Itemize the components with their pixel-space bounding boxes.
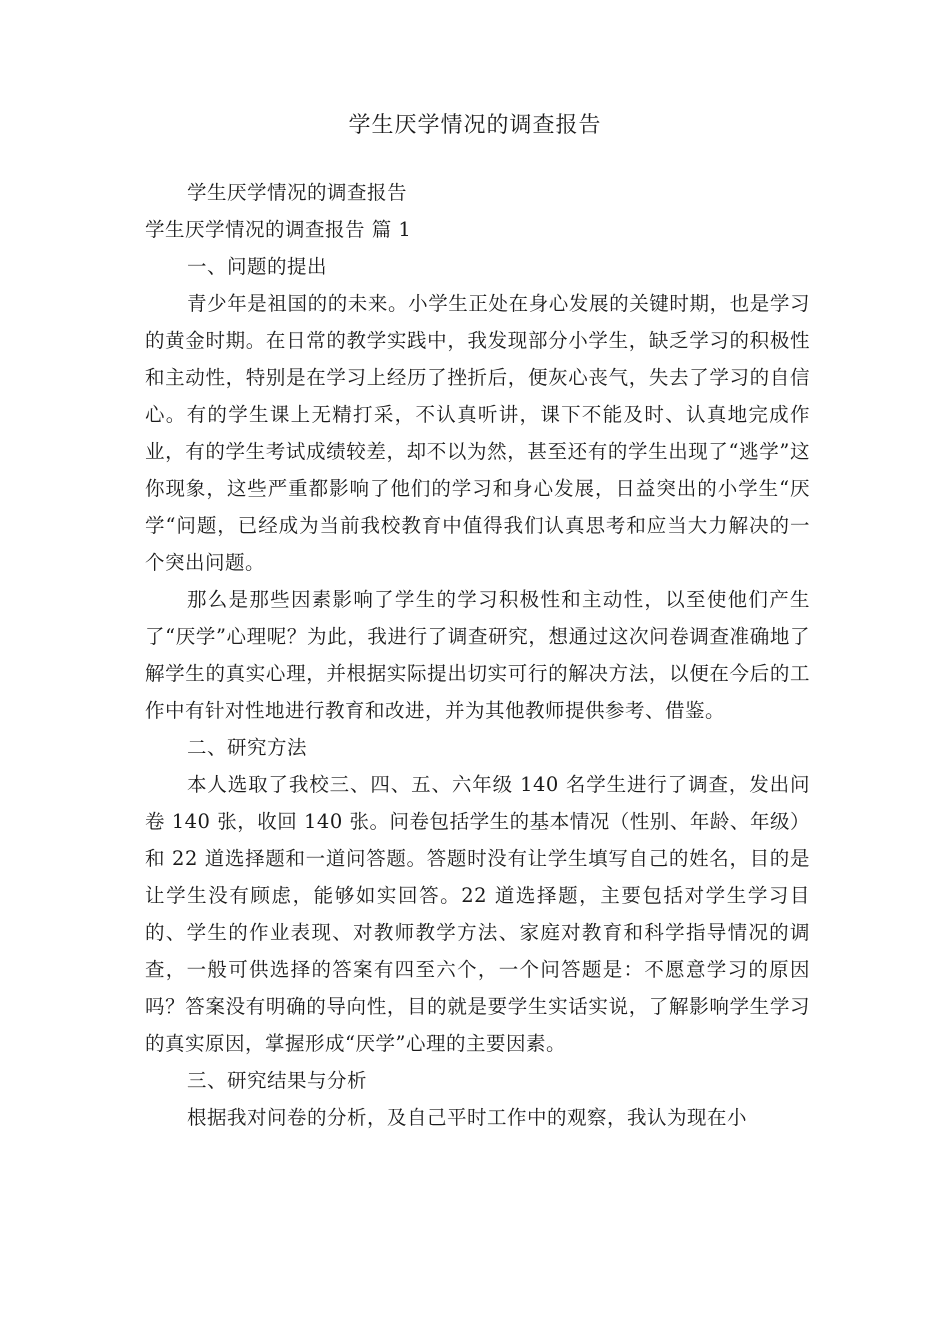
section-heading-piece: 学生厌学情况的调查报告 篇 1 (145, 218, 412, 241)
paragraph-results: 根据我对问卷的分析，及自己平时工作中的观察，我认为现在小 (187, 1106, 748, 1129)
paragraph-purpose: 那么是那些因素影响了学生的学习积极性和主动性，以至使他们产生了“厌学”心理呢？为此，我进行了调查研究，想通过这次问卷调查准确地了解学生的真实心理，并根据实际提出切实可行的解决方法，以便在今后的工作中有针对性地进行教育和改进，并为其他教师提供参考、借鉴。 (145, 588, 810, 722)
paragraph-method: 本人选取了我校三、四、五、六年级 140 名学生进行了调查，发出问卷 140 张，收回 140 张。问卷包括学生的基本情况（性别、年龄、年级）和 22 道选择题和一道问答题。答题时没有让学生填写自己的姓名，目的是让学生没有顾虑，能够如实回答。22 道选择题，主要包括对学生学习目的、学生的作业表现、对教师教学方法、家庭对教育和科学指导情况的调查，一般可供选择的答案有四至六个，一个问答题是：不愿意学习的原因吗？答案没有明确的导向性，目的就是要学生实话实说，了解影响学生学习的真实原因，掌握形成“厌学”心理的主要因素。 (145, 773, 810, 1055)
heading-method: 二、研究方法 (187, 736, 308, 759)
paragraph-intro: 青少年是祖国的的未来。小学生正处在身心发展的关键时期，也是学习的黄金时期。在日常的教学实践中，我发现部分小学生，缺乏学习的积极性和主动性，特别是在学习上经历了挫折后，便灰心丧气，失去了学习的自信心。有的学生课上无精打采，不认真听讲，课下不能及时、认真地完成作业，有的学生考试成绩较差，却不以为然，甚至还有的学生出现了“逃学”这你现象，这些严重都影响了他们的学习和身心发展，日益突出的小学生“厌学“问题，已经成为当前我校教育中值得我们认真思考和应当大力解决的一个突出问题。 (145, 292, 810, 574)
document-body (145, 174, 810, 1136)
heading-results: 三、研究结果与分析 (187, 1069, 368, 1092)
subtitle-paragraph: 学生厌学情况的调查报告 (187, 181, 408, 204)
heading-problem: 一、问题的提出 (187, 255, 328, 278)
document-title: 学生厌学情况的调查报告 (348, 113, 602, 138)
